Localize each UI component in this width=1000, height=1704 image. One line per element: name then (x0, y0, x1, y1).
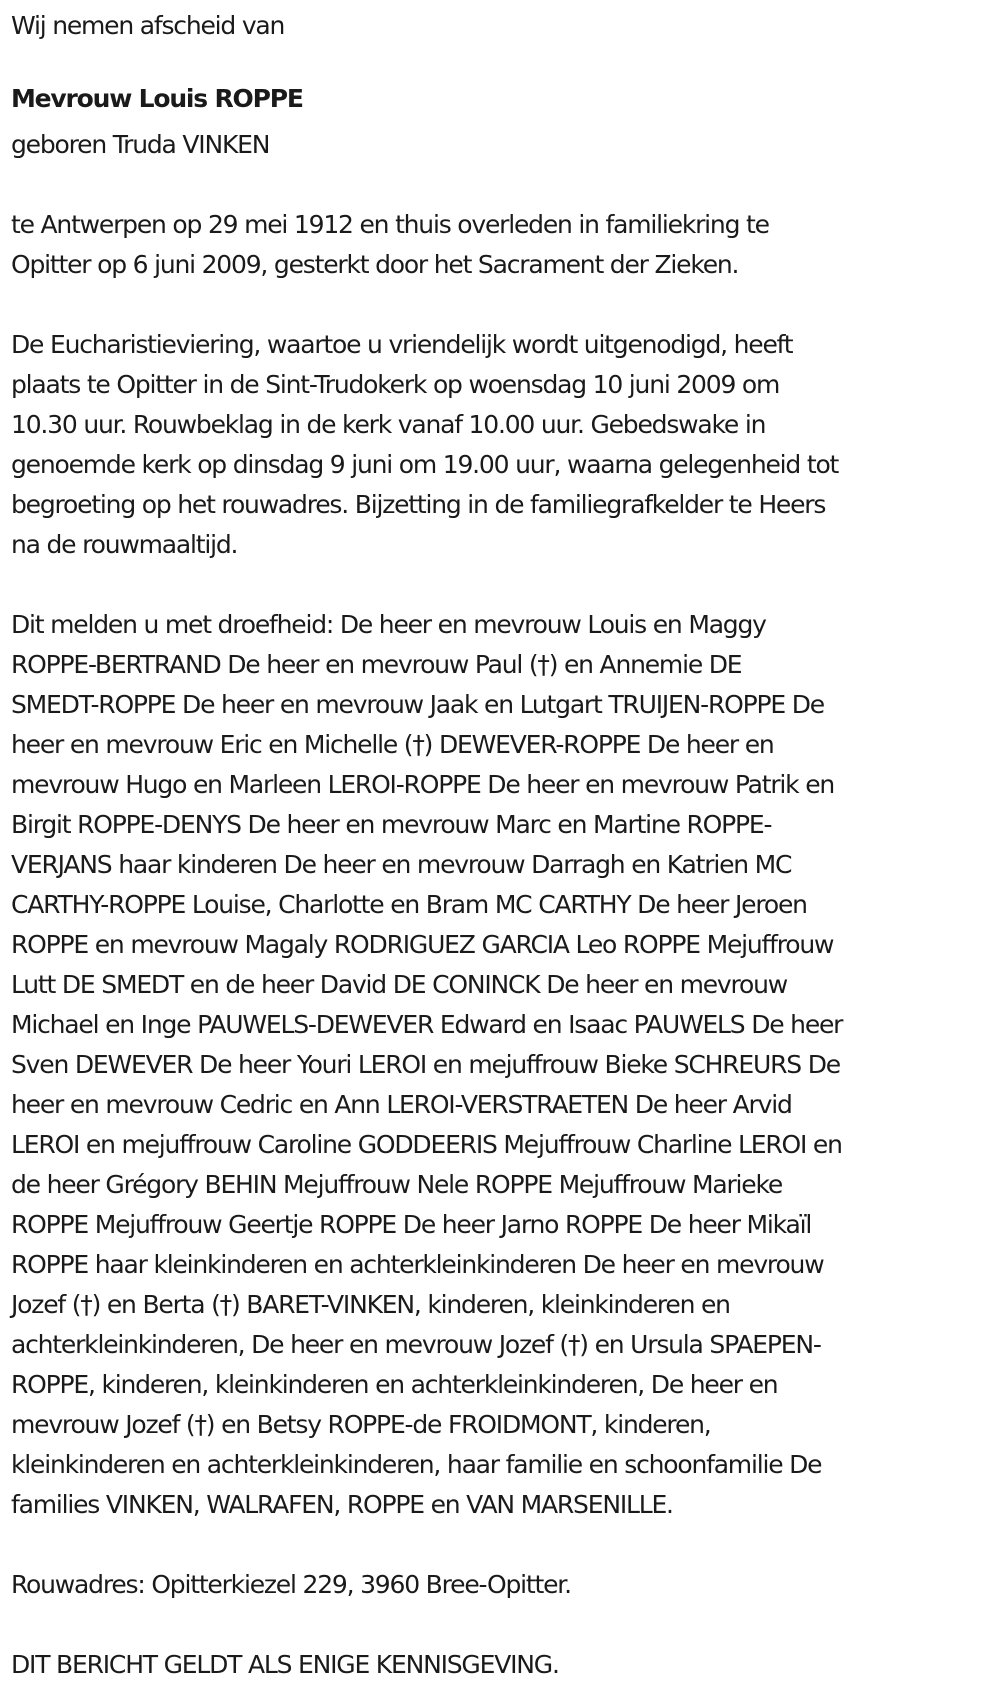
birth-name: geboren Truda VINKEN (11, 130, 270, 159)
paragraph-line: begroeting op het rouwadres. Bijzetting in de familiegrafkelder te Heers (11, 490, 826, 519)
paragraph-line: Jozef (†) en Berta (†) BARET-VINKEN, kinderen, kleinkinderen en (11, 1290, 730, 1319)
notice-text: DIT BERICHT GELDT ALS ENIGE KENNISGEVING. (11, 1650, 559, 1679)
paragraph-line: heer en mevrouw Eric en Michelle (†) DEWEVER-ROPPE De heer en (11, 730, 774, 759)
spacer (11, 285, 1000, 325)
paragraph-line: 10.30 uur. Rouwbeklag in de kerk vanaf 10.00 uur. Gebedswake in (11, 410, 766, 439)
paragraph-line: genoemde kerk op dinsdag 9 juni om 19.00 uur, waarna gelegenheid tot (11, 450, 839, 479)
paragraph-line: ROPPE-BERTRAND De heer en mevrouw Paul (†) en Annemie DE (11, 650, 742, 679)
paragraph-line: mevrouw Hugo en Marleen LEROI-ROPPE De heer en mevrouw Patrik en (11, 770, 835, 799)
paragraph-line: De Eucharistieviering, waartoe u vriendelijk wordt uitgenodigd, heeft (11, 330, 793, 359)
paragraph-line: ROPPE, kinderen, kleinkinderen en achterkleinkinderen, De heer en (11, 1370, 778, 1399)
service-paragraph (11, 325, 1000, 565)
paragraph-line: Dit melden u met droefheid: De heer en mevrouw Louis en Maggy (11, 610, 766, 639)
deceased-name: Mevrouw Louis ROPPE (11, 84, 303, 113)
paragraph-line: Lutt DE SMEDT en de heer David DE CONINCK De heer en mevrouw (11, 970, 788, 999)
paragraph-line: heer en mevrouw Cedric en Ann LEROI-VERSTRAETEN De heer Arvid (11, 1090, 792, 1119)
paragraph-line: Opitter op 6 juni 2009, gesterkt door het Sacrament der Zieken. (11, 250, 739, 279)
paragraph-line: na de rouwmaaltijd. (11, 530, 238, 559)
spacer (11, 1605, 1000, 1645)
paragraph-line: mevrouw Jozef (†) en Betsy ROPPE-de FROIDMONT, kinderen, (11, 1410, 711, 1439)
paragraph-line: kleinkinderen en achterkleinkinderen, haar familie en schoonfamilie De (11, 1450, 822, 1479)
paragraph-line: CARTHY-ROPPE Louise, Charlotte en Bram MC CARTHY De heer Jeroen (11, 890, 807, 919)
paragraph-line: SMEDT-ROPPE De heer en mevrouw Jaak en Lutgart TRUIJEN-ROPPE De (11, 690, 824, 719)
death-paragraph (11, 205, 1000, 285)
paragraph-line: plaats te Opitter in de Sint-Trudokerk op woensdag 10 juni 2009 om (11, 370, 780, 399)
mourning-address: Rouwadres: Opitterkiezel 229, 3960 Bree-Opitter. (11, 1570, 571, 1599)
paragraph-line: de heer Grégory BEHIN Mejuffrouw Nele ROPPE Mejuffrouw Marieke (11, 1170, 783, 1199)
paragraph-line: Sven DEWEVER De heer Youri LEROI en mejuffrouw Bieke SCHREURS De (11, 1050, 840, 1079)
spacer (11, 1525, 1000, 1565)
paragraph-line: te Antwerpen op 29 mei 1912 en thuis overleden in familiekring te (11, 210, 769, 239)
paragraph-line: Michael en Inge PAUWELS-DEWEVER Edward en Isaac PAUWELS De heer (11, 1010, 843, 1039)
paragraph-line: achterkleinkinderen, De heer en mevrouw Jozef (†) en Ursula SPAEPEN- (11, 1330, 821, 1359)
family-paragraph (11, 605, 1000, 1525)
intro-text: Wij nemen afscheid van (11, 11, 285, 40)
paragraph-line: families VINKEN, WALRAFEN, ROPPE en VAN MARSENILLE. (11, 1490, 673, 1519)
paragraph-line: ROPPE Mejuffrouw Geertje ROPPE De heer Jarno ROPPE De heer Mikaïl (11, 1210, 812, 1239)
paragraph-line: Birgit ROPPE-DENYS De heer en mevrouw Marc en Martine ROPPE- (11, 810, 772, 839)
spacer (11, 165, 1000, 205)
paragraph-line: ROPPE en mevrouw Magaly RODRIGUEZ GARCIA Leo ROPPE Mejuffrouw (11, 930, 834, 959)
paragraph-line: LEROI en mejuffrouw Caroline GODDEERIS Mejuffrouw Charline LEROI en (11, 1130, 842, 1159)
spacer (11, 565, 1000, 605)
paragraph-line: VERJANS haar kinderen De heer en mevrouw Darragh en Katrien MC (11, 850, 792, 879)
paragraph-line: ROPPE haar kleinkinderen en achterkleinkinderen De heer en mevrouw (11, 1250, 824, 1279)
